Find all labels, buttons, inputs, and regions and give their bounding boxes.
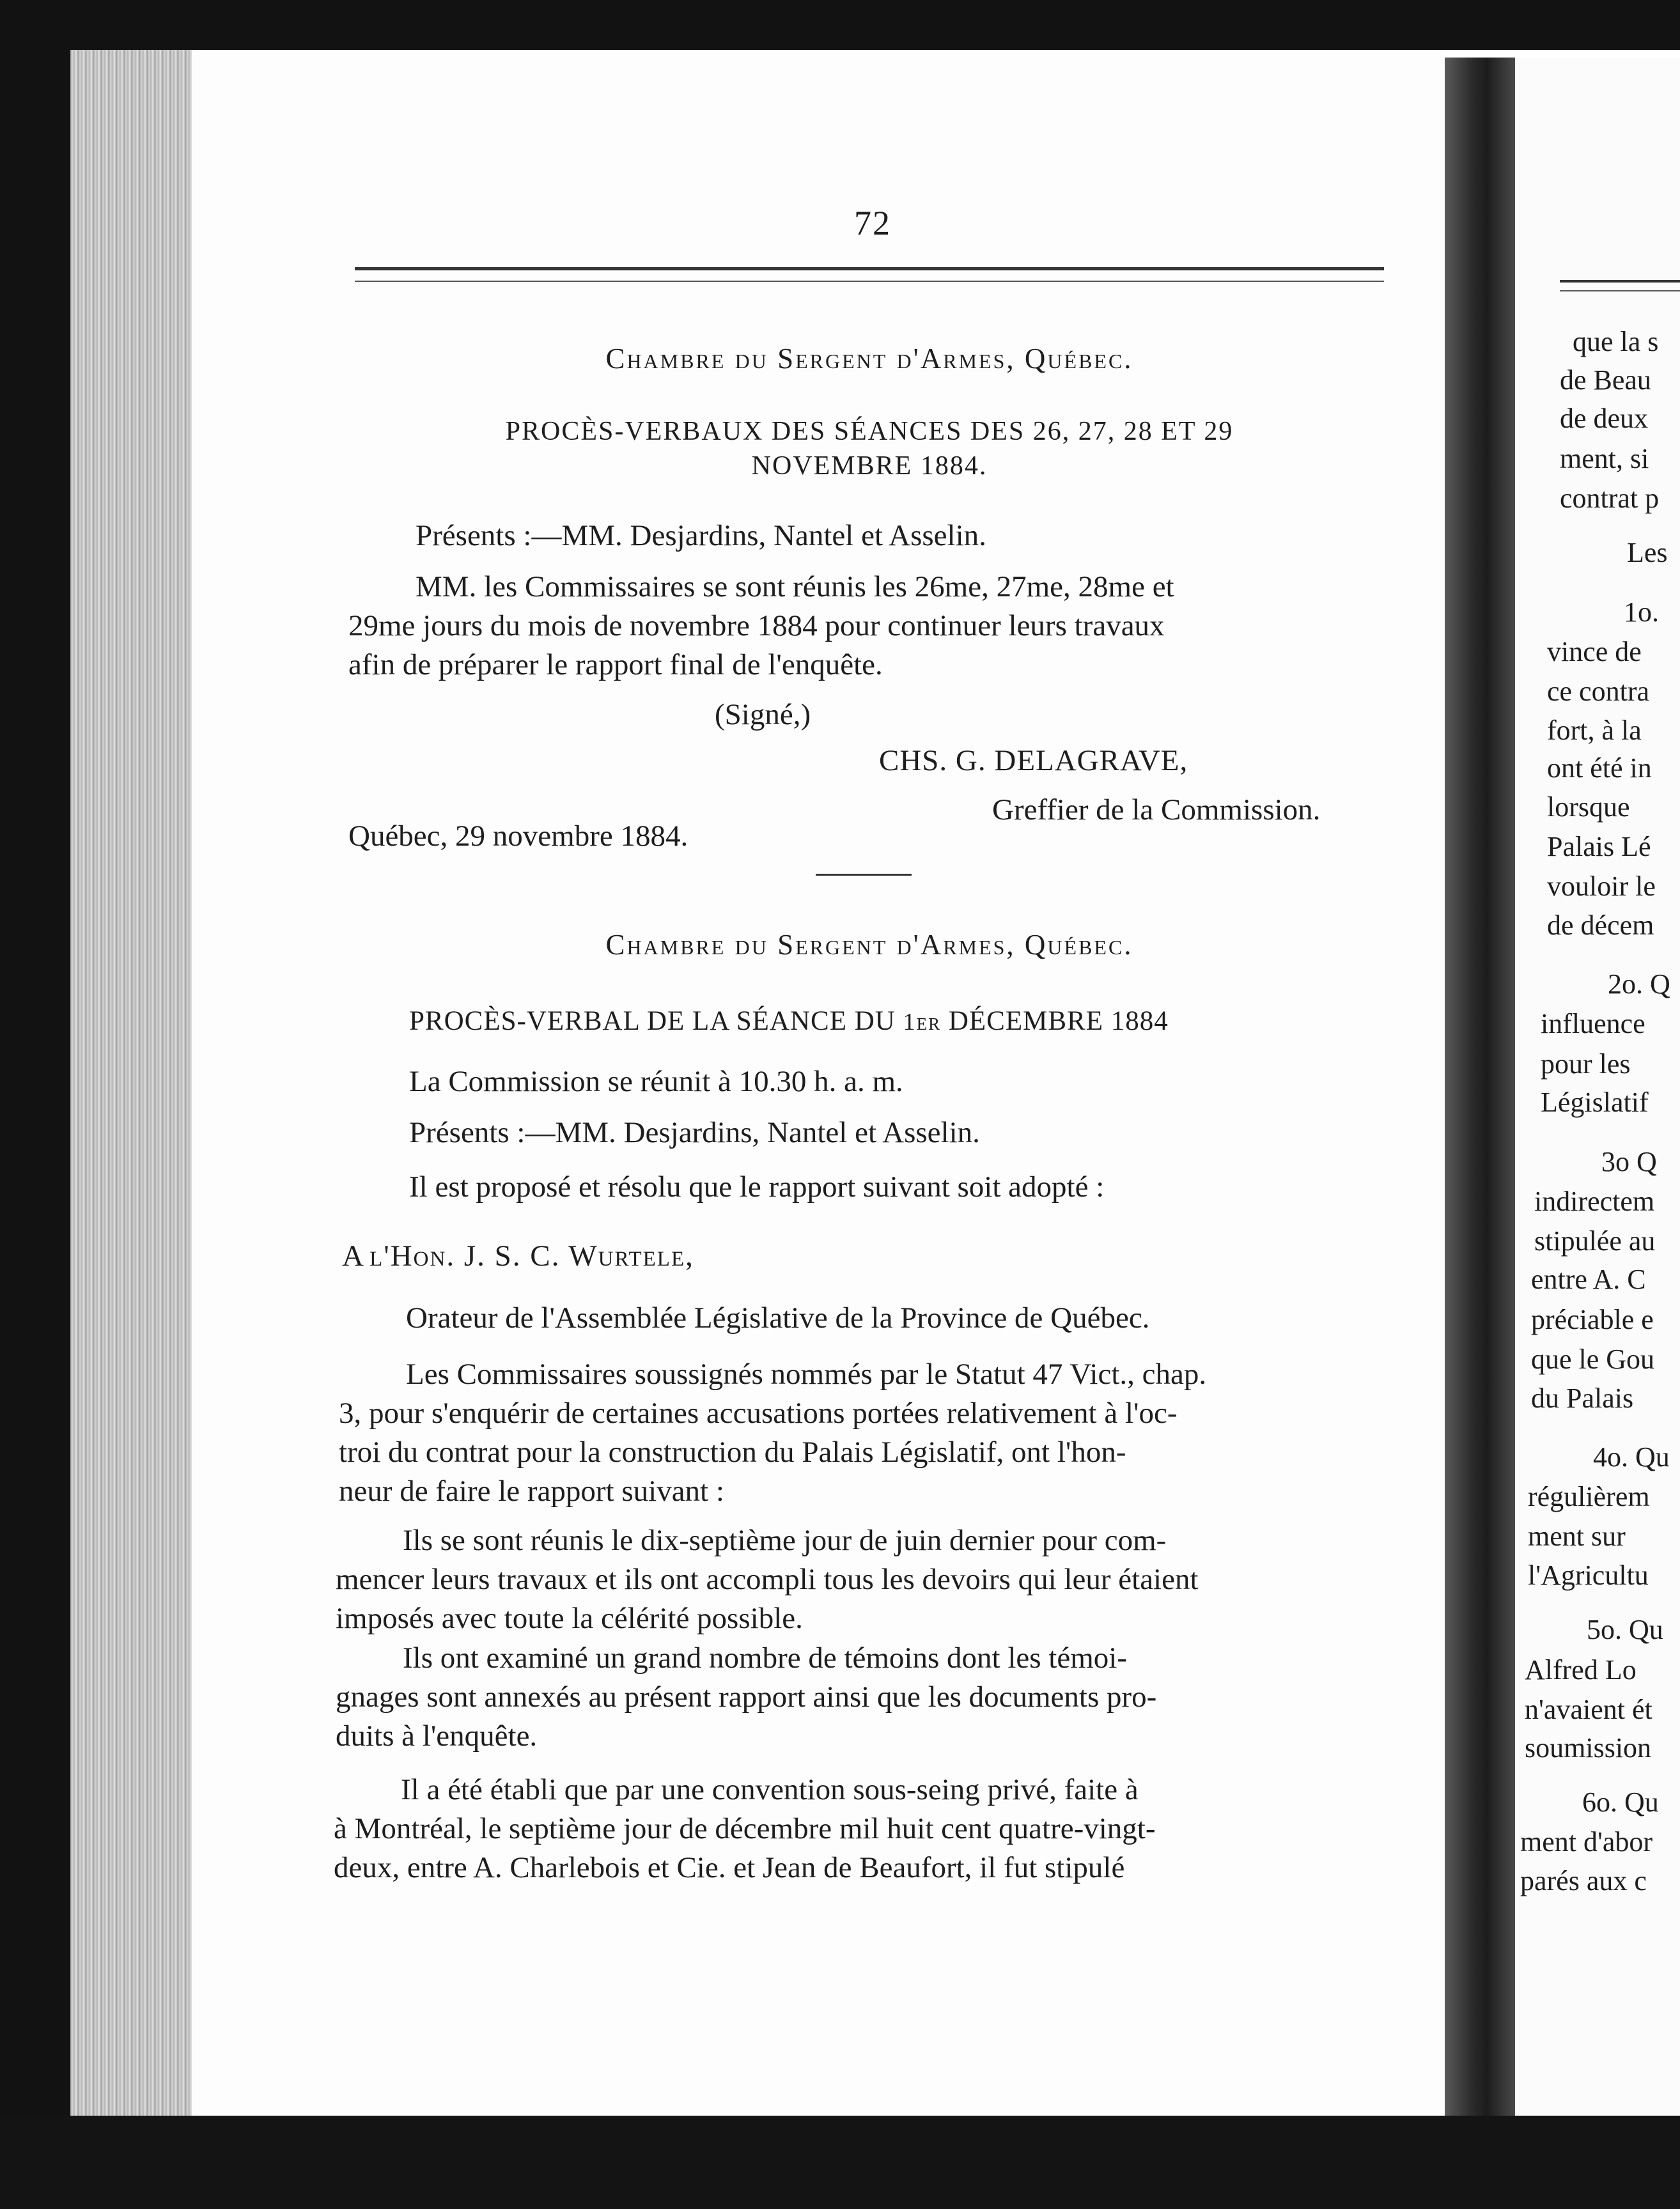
right-fragment: l'Agricultu <box>1528 1560 1649 1591</box>
paragraph-4 <box>336 1639 1374 1756</box>
address-title: Orateur de l'Assemblée Législative de la Province de Québec. <box>406 1301 1150 1335</box>
page-number: 72 <box>854 204 891 242</box>
right-fragment: 6o. Qu <box>1582 1787 1659 1818</box>
paragraph-1-line2: 29me jours du mois de novembre 1884 pour continuer leurs travaux <box>348 609 1165 642</box>
paragraph-5-line2: à Montréal, le septième jour de décembre mil huit cent quatre-vingt- <box>334 1812 1156 1845</box>
right-fragment: que la s <box>1573 326 1659 357</box>
right-fragment: entre A. C <box>1531 1264 1646 1295</box>
paragraph-3 <box>336 1521 1374 1638</box>
presents-line-2: Présents :—MM. Desjardins, Nantel et Asselin. <box>409 1116 980 1149</box>
right-fragment: contrat p <box>1560 483 1660 514</box>
meeting-time: La Commission se réunit à 10.30 h. a. m. <box>409 1065 903 1098</box>
book-gutter <box>1445 58 1515 2128</box>
microfilm-left-border <box>0 0 70 2209</box>
paragraph-2-line2: 3, pour s'enquérir de certaines accusations portées relativement à l'oc- <box>339 1397 1178 1430</box>
address-line <box>342 1237 694 1275</box>
right-fragment: Législatif <box>1541 1087 1649 1118</box>
paragraph-2 <box>339 1355 1378 1511</box>
book-page-edges <box>70 50 198 2116</box>
right-fragment: 5o. Qu <box>1587 1614 1663 1645</box>
right-fragment: préciable e <box>1531 1304 1654 1335</box>
paragraph-3-line3: imposés avec toute la célérité possible. <box>336 1602 803 1635</box>
signatory-title: Greffier de la Commission. <box>992 793 1321 826</box>
right-fragment: Palais Lé <box>1547 831 1651 862</box>
right-fragment: régulièrem <box>1528 1481 1650 1512</box>
right-fragment: Alfred Lo <box>1525 1654 1637 1686</box>
right-fragment: parés aux c <box>1520 1865 1647 1896</box>
section-heading-2: Chambre du Sergent d'Armes, Québec. <box>605 929 1133 961</box>
microfilm-bottom-border <box>0 2116 1680 2209</box>
section-heading-1: Chambre du Sergent d'Armes, Québec. <box>605 343 1133 375</box>
paragraph-1-line3: afin de préparer le rapport final de l'enquête. <box>348 648 883 681</box>
paragraph-1 <box>348 568 1384 685</box>
right-fragment: pour les <box>1541 1048 1631 1080</box>
right-fragment: 4o. Qu <box>1593 1441 1670 1473</box>
paragraph-4-line1: Ils ont examiné un grand nombre de témoins dont les témoi- <box>403 1641 1127 1675</box>
signed-label: (Signé,) <box>715 698 811 731</box>
right-fragment: ment d'abor <box>1520 1826 1653 1857</box>
right-fragment: ont été in <box>1547 752 1652 784</box>
right-fragment: 1o. <box>1624 596 1659 628</box>
right-fragment: ment sur <box>1528 1521 1626 1552</box>
right-fragment: ment, si <box>1560 443 1649 474</box>
subheading-2-suffix: DÉCEMBRE 1884 <box>941 1006 1169 1036</box>
section-divider <box>816 874 912 876</box>
right-fragment: du Palais <box>1531 1383 1634 1414</box>
presents-line-1: Présents :—MM. Desjardins, Nantel et Asselin. <box>416 519 986 552</box>
paragraph-4-line3: duits à l'enquête. <box>336 1719 538 1753</box>
right-fragment: que le Gou <box>1531 1344 1655 1375</box>
paragraph-2-line1: Les Commissaires soussignés nommés par le Statut 47 Vict., chap. <box>406 1358 1207 1391</box>
right-fragment: ce contra <box>1547 676 1649 707</box>
right-fragment: lorsque <box>1547 791 1630 823</box>
paragraph-1-line1: MM. les Commissaires se sont réunis les 26me, 27me, 28me et <box>416 570 1174 603</box>
subheading-1-line1: PROCÈS-VERBAUX DES SÉANCES DES 26, 27, 28 ET 29 <box>505 417 1234 446</box>
date-place: Québec, 29 novembre 1884. <box>348 819 688 853</box>
right-fragment: de décem <box>1547 910 1654 941</box>
right-fragment: 3o Q <box>1601 1146 1657 1177</box>
right-fragment: Les <box>1627 537 1668 568</box>
right-fragment: n'avaient ét <box>1525 1694 1653 1725</box>
resolution-line: Il est proposé et résolu que le rapport suivant soit adopté : <box>409 1170 1105 1204</box>
paragraph-5-line3: deux, entre A. Charlebois et Cie. et Jean de Beaufort, il fut stipulé <box>334 1851 1125 1884</box>
right-fragment: de Beau <box>1560 364 1651 396</box>
signatory-name: CHS. G. DELAGRAVE, <box>879 744 1188 777</box>
right-fragment: soumission <box>1525 1732 1652 1763</box>
paragraph-3-line2: mencer leurs travaux et ils ont accompli tous les devoirs qui leur étaient <box>336 1563 1199 1596</box>
right-fragment: de deux <box>1560 403 1649 434</box>
subheading-1-line2: NOVEMBRE 1884. <box>751 451 988 481</box>
right-fragment: influence <box>1541 1008 1645 1039</box>
right-fragment: fort, à la <box>1547 715 1642 746</box>
subheading-2-day: 1er <box>903 1009 942 1035</box>
right-fragment: 2o. Q <box>1608 968 1670 1000</box>
right-fragment: vouloir le <box>1547 871 1656 902</box>
section-subheading-2 <box>409 1002 1169 1041</box>
paragraph-5-line1: Il a été établi que par une convention sous-seing privé, faite à <box>401 1773 1139 1806</box>
paragraph-2-line4: neur de faire le rapport suivant : <box>339 1475 724 1508</box>
header-double-rule <box>355 267 1384 282</box>
subheading-2-prefix: PROCÈS-VERBAL DE LA SÉANCE DU <box>409 1006 903 1036</box>
section-subheading-1 <box>345 414 1394 483</box>
right-header-double-rule <box>1560 280 1680 291</box>
right-fragment: stipulée au <box>1534 1225 1656 1257</box>
paragraph-5 <box>334 1771 1373 1887</box>
right-fragment: indirectem <box>1534 1186 1655 1217</box>
address-name: l'Hon. J. S. C. Wurtele, <box>369 1239 694 1273</box>
paragraph-3-line1: Ils se sont réunis le dix-septième jour de juin dernier pour com- <box>403 1524 1167 1557</box>
address-prefix: A <box>342 1239 370 1273</box>
paragraph-4-line2: gnages sont annexés au présent rapport ainsi que les documents pro- <box>336 1680 1157 1714</box>
paragraph-2-line3: troi du contrat pour la construction du Palais Législatif, ont l'hon- <box>339 1436 1126 1469</box>
microfilm-top-border <box>0 0 1680 50</box>
right-fragment: vince de <box>1547 636 1642 667</box>
